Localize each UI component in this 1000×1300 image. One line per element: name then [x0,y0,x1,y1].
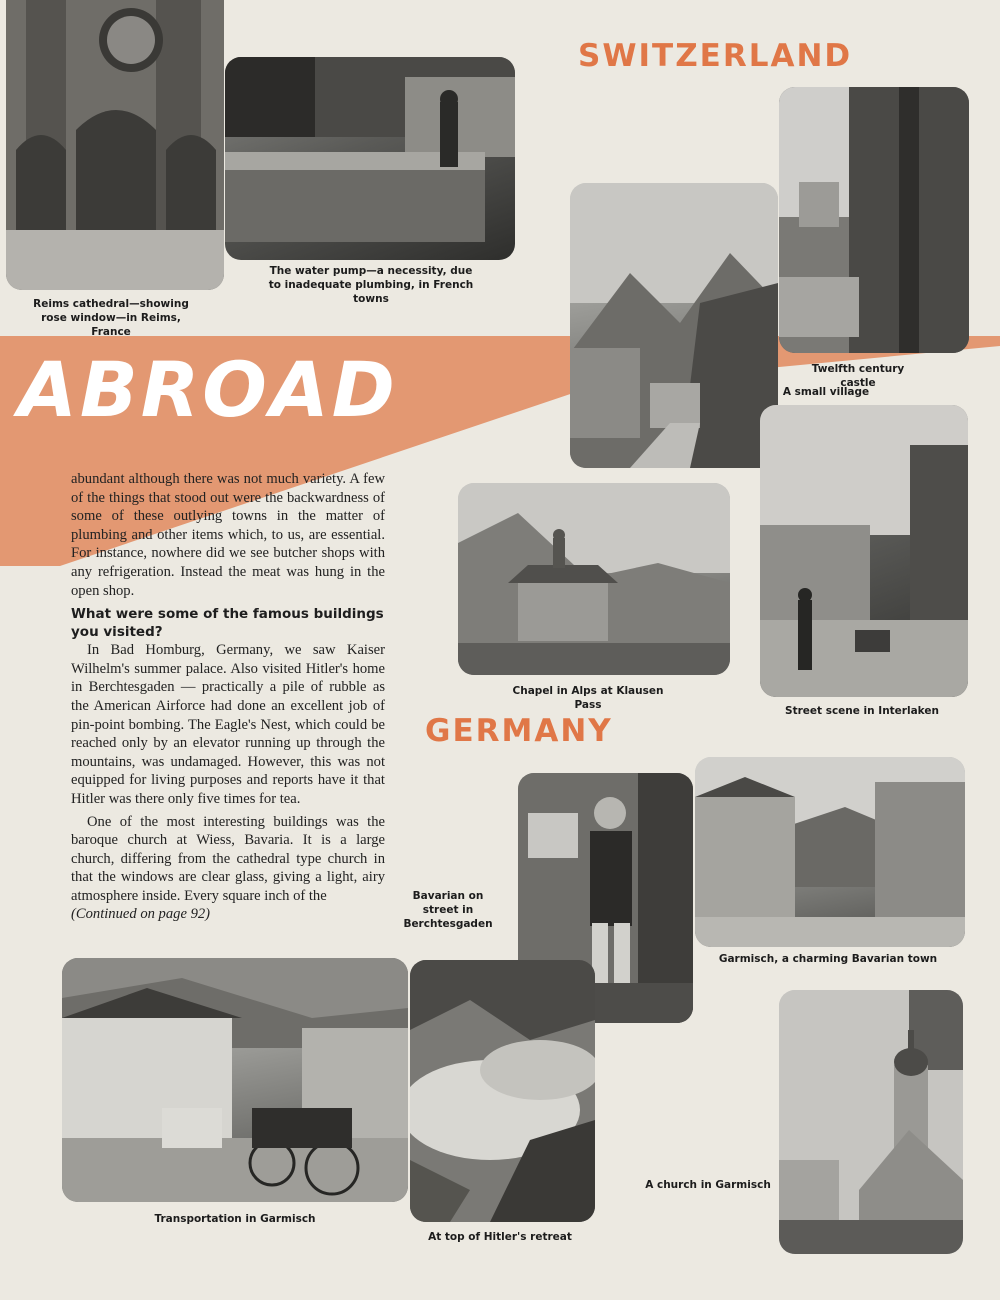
reims-cathedral-photo [6,0,224,290]
small-village-photo [570,183,778,468]
abroad-heading: ABROAD [18,345,398,434]
reims-caption: Reims cathedral—showing rose window—in Reims, France [33,298,189,338]
transportation-photo [62,958,408,1202]
interlaken-caption: Street scene in Interlaken [785,705,939,717]
hitler-retreat-caption: At top of Hitler's retreat [428,1231,572,1243]
switzerland-heading: SWITZERLAND [578,38,853,74]
transportation-caption: Transportation in Garmisch [154,1213,316,1225]
water-pump-photo [225,57,515,260]
article-question: What were some of the famous buildings you visited? [71,606,384,641]
water-pump-caption: The water pump—a necessity, due to inadequate plumbing, in French towns [268,265,474,305]
chapel-caption: Chapel in Alps at Klausen Pass [512,685,664,711]
garmisch-town-photo [695,757,965,947]
article-paragraph-3: One of the most interesting buildings was the baroque church at Wiess, Bavaria. It is a large church, differing from the cathedral type church in that the windows are clear glass, giving a light, airy atmosphere inside. Every square inch of the [71,813,385,904]
castle-caption: Twelfth century castle [811,363,905,389]
germany-heading: GERMANY [425,713,613,749]
bavarian-caption: Bavarian on street in Berchtesgaden [403,890,493,930]
castle-photo [779,87,969,353]
article-paragraph-1: abundant although there was not much variety. A few of the things that stood out were the backwardness of some of these outlying towns in the matter of plumbing and other items which, to us, are essential. For instance, nowhere did we see butcher shops with any refrigeration. Instead the meat was hung in the open shop. [71,471,385,599]
interlaken-photo [760,405,968,697]
church-caption: A church in Garmisch [645,1179,771,1191]
garmisch-town-caption: Garmisch, a charming Bavarian town [718,953,938,965]
small-village-caption: A small village [782,386,870,398]
chapel-photo [458,483,730,675]
article-paragraph-2: In Bad Homburg, Germany, we saw Kaiser Wilhelm's summer palace. Also visited Hitler's home in Berchtesgaden — practically a pile of rubble as the American Airforce had done an excellent job of pin-point bombing. The Eagle's Nest, which could be reached only by an elevator running up through the mountains, was undamaged. However, this was not equipped for living purposes and reports have it that Hitler was there only five times for tea. [71,642,385,807]
article-body [71,470,385,924]
continued-note: (Continued on page 92) [71,906,211,923]
church-photo [779,990,963,1254]
hitler-retreat-photo [410,960,595,1222]
